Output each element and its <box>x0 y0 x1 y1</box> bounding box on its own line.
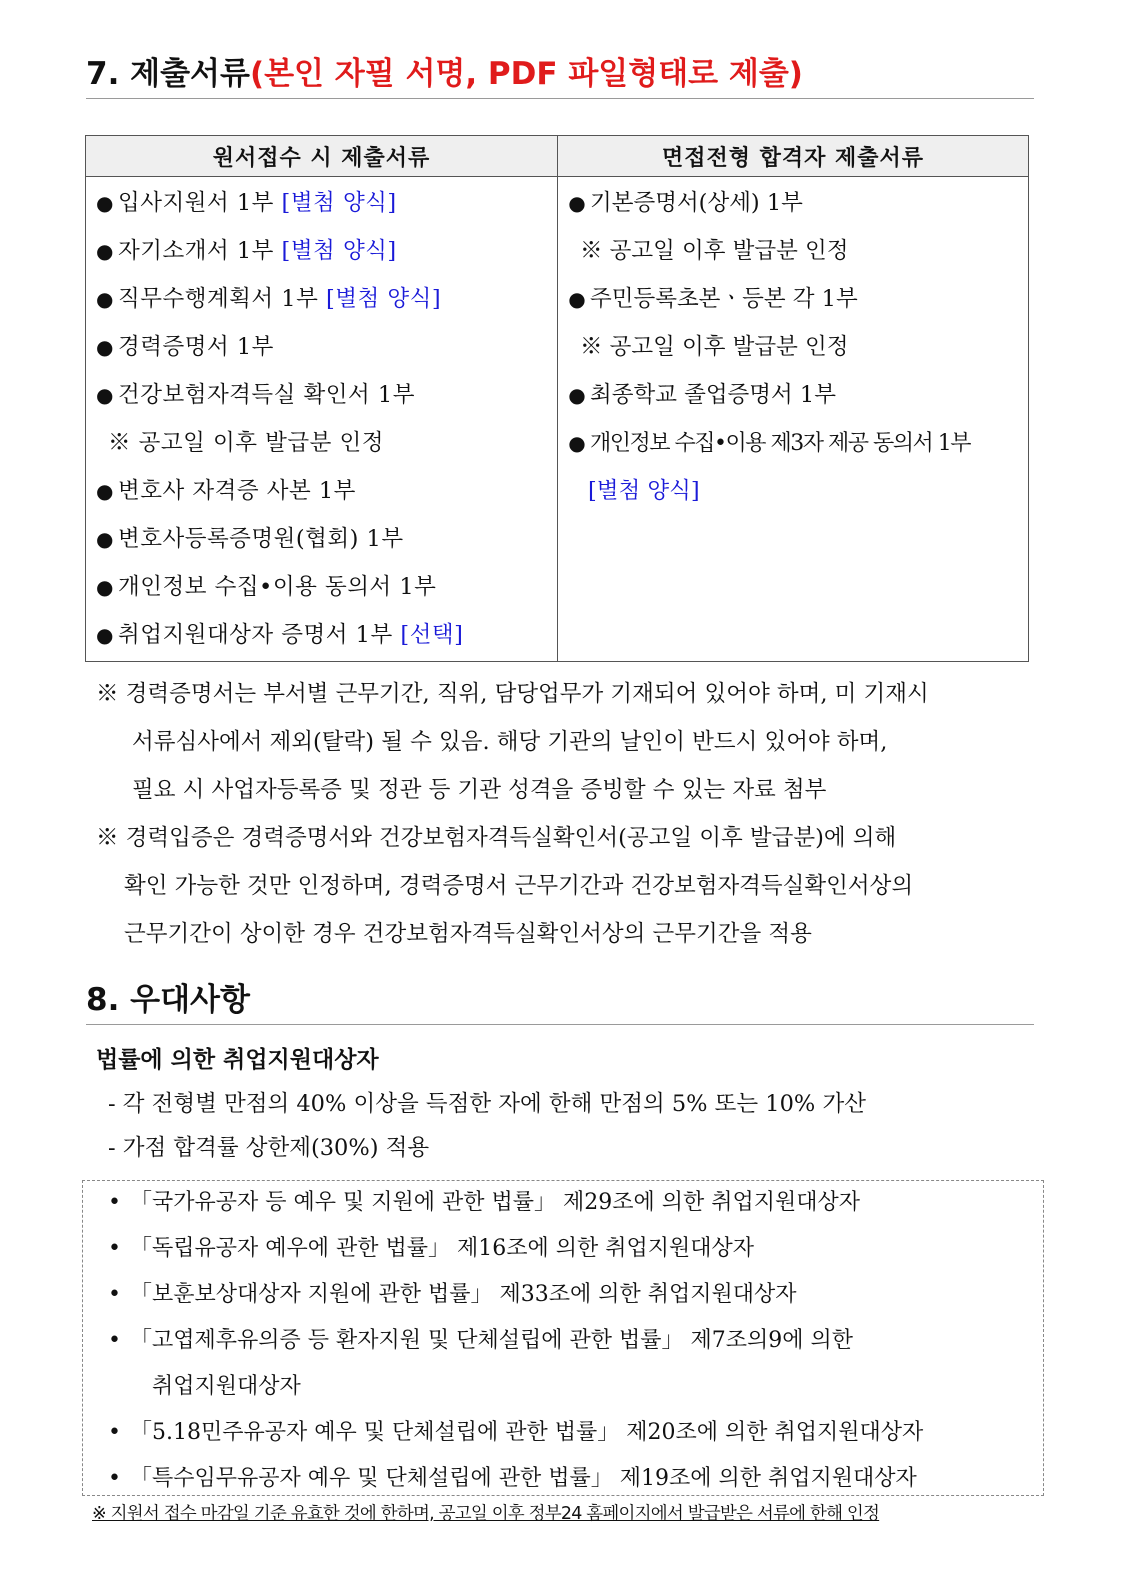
optional-tag: [선택] <box>400 622 464 648</box>
preference-subtitle: 법률에 의한 취업지원대상자 <box>96 1047 379 1073</box>
item-text: 자기소개서 1부 <box>118 238 274 264</box>
form-tag: [별첨 양식] <box>281 238 397 264</box>
list-note <box>558 227 1028 275</box>
law-text: 「국가유공자 등 예우 및 지원에 관한 법률」 제29조에 의한 취업지원대상자 <box>130 1190 860 1215</box>
list-item <box>86 467 557 515</box>
law-item <box>108 1226 923 1272</box>
preference-rules <box>108 1082 866 1170</box>
bullet-icon: • <box>108 1466 121 1491</box>
bullet-icon: ● <box>96 479 114 503</box>
list-item <box>558 275 1028 323</box>
career-proof-note <box>96 814 1036 958</box>
career-certificate-note <box>96 670 1036 814</box>
note-line: 확인 가능한 것만 인정하며, 경력증명서 근무기간과 건강보험자격득실확인서상의 <box>124 873 914 899</box>
form-tag: [별첨 양식] <box>281 190 397 216</box>
bullet-icon: • <box>108 1420 121 1445</box>
section-8-title: 8. 우대사항 <box>86 980 1034 1025</box>
application-docs-cell <box>86 177 558 662</box>
note-text: ※ 공고일 이후 발급분 인정 <box>580 334 849 360</box>
list-item <box>86 323 557 371</box>
bullet-icon: ● <box>96 383 114 407</box>
law-list <box>108 1180 923 1502</box>
list-item <box>558 179 1028 227</box>
item-text: 개인정보 수집•이용 제3자 제공 동의서 1부 <box>590 431 970 456</box>
law-item <box>108 1180 923 1226</box>
list-item <box>86 611 557 659</box>
bullet-icon: ● <box>96 191 114 215</box>
item-text: 최종학교 졸업증명서 1부 <box>590 382 836 408</box>
section-7-title-prefix: 7. 제출서류 <box>86 56 250 92</box>
section-7-title <box>86 54 1034 99</box>
law-item <box>108 1456 923 1502</box>
item-text: 주민등록초본ㆍ등본 각 1부 <box>590 286 858 312</box>
item-text: 입사지원서 1부 <box>118 190 274 216</box>
rule-line: - 각 전형별 만점의 40% 이상을 득점한 자에 한해 만점의 5% 또는 10% 가산 <box>108 1091 866 1117</box>
law-text: 「독립유공자 예우에 관한 법률」 제16조에 의한 취업지원대상자 <box>130 1236 755 1261</box>
form-tag: [별첨 양식] <box>588 478 700 504</box>
list-item <box>558 419 1028 467</box>
note-line: ※ 경력증명서는 부서별 근무기간, 직위, 담당업무가 기재되어 있어야 하며, 미 기재시 <box>96 681 929 707</box>
bullet-icon: • <box>108 1236 121 1261</box>
bullet-icon: ● <box>96 239 114 263</box>
note-line: 필요 시 사업자등록증 및 정관 등 기관 성격을 증빙할 수 있는 자료 첨부 <box>132 777 827 803</box>
item-text: 건강보험자격득실 확인서 1부 <box>118 382 415 408</box>
bullet-icon: ● <box>96 335 114 359</box>
bullet-icon: • <box>108 1328 121 1353</box>
list-item <box>86 515 557 563</box>
rule-line: - 가점 합격률 상한제(30%) 적용 <box>108 1135 430 1161</box>
validity-footnote: ※ 지원서 접수 마감일 기준 유효한 것에 한하며, 공고일 이후 정부24 홈페이지에서 발급받은 서류에 한해 인정 <box>92 1504 880 1524</box>
law-item <box>108 1410 923 1456</box>
item-text: 경력증명서 1부 <box>118 334 274 360</box>
note-text: ※ 공고일 이후 발급분 인정 <box>108 430 384 456</box>
interview-docs-cell <box>558 177 1029 662</box>
law-item <box>108 1318 923 1364</box>
law-text: 「보훈보상대상자 지원에 관한 법률」 제33조에 의한 취업지원대상자 <box>130 1282 797 1307</box>
list-item <box>558 371 1028 419</box>
list-item-continuation <box>558 467 1028 515</box>
list-item <box>86 563 557 611</box>
bullet-icon: • <box>108 1282 121 1307</box>
bullet-icon: ● <box>96 575 114 599</box>
bullet-icon: ● <box>568 287 586 311</box>
item-text: 변호사 자격증 사본 1부 <box>118 478 356 504</box>
item-text: 직무수행계획서 1부 <box>118 286 319 312</box>
list-item <box>86 227 557 275</box>
header-interview-docs: 면접전형 합격자 제출서류 <box>558 136 1029 177</box>
note-line: 서류심사에서 제외(탈락) 될 수 있음. 해당 기관의 날인이 반드시 있어야 하며, <box>132 729 888 755</box>
law-text: 「5.18민주유공자 예우 및 단체설립에 관한 법률」 제20조에 의한 취업지원대상자 <box>130 1420 924 1445</box>
list-item <box>86 275 557 323</box>
list-note <box>558 323 1028 371</box>
bullet-icon: ● <box>568 431 586 455</box>
bullet-icon: ● <box>96 623 114 647</box>
bullet-icon: ● <box>96 287 114 311</box>
law-item <box>108 1272 923 1318</box>
item-text: 취업지원대상자 증명서 1부 <box>118 622 393 648</box>
item-text: 변호사등록증명원(협회) 1부 <box>118 526 404 552</box>
form-tag: [별첨 양식] <box>326 286 442 312</box>
item-text: 개인정보 수집•이용 동의서 1부 <box>118 574 437 600</box>
list-item <box>86 371 557 419</box>
bullet-icon: ● <box>568 383 586 407</box>
section-7-title-highlight: (본인 자필 서명, PDF 파일형태로 제출) <box>249 56 803 92</box>
note-line: 근무기간이 상이한 경우 건강보험자격득실확인서상의 근무기간을 적용 <box>124 921 812 947</box>
bullet-icon: • <box>108 1190 121 1215</box>
note-line: ※ 경력입증은 경력증명서와 건강보험자격득실확인서(공고일 이후 발급분)에 의해 <box>96 825 897 851</box>
law-text-continuation: 취업지원대상자 <box>152 1374 301 1399</box>
bullet-icon: ● <box>568 191 586 215</box>
law-text: 「고엽제후유의증 등 환자지원 및 단체설립에 관한 법률」 제7조의9에 의한 <box>130 1328 853 1353</box>
list-note <box>86 419 557 467</box>
note-text: ※ 공고일 이후 발급분 인정 <box>580 238 849 264</box>
submission-docs-table <box>85 135 1029 662</box>
header-application-docs: 원서접수 시 제출서류 <box>86 136 558 177</box>
item-text: 기본증명서(상세) 1부 <box>590 190 803 216</box>
law-text: 「특수임무유공자 예우 및 단체설립에 관한 법률」 제19조에 의한 취업지원대상자 <box>130 1466 917 1491</box>
bullet-icon: ● <box>96 527 114 551</box>
list-item <box>86 179 557 227</box>
